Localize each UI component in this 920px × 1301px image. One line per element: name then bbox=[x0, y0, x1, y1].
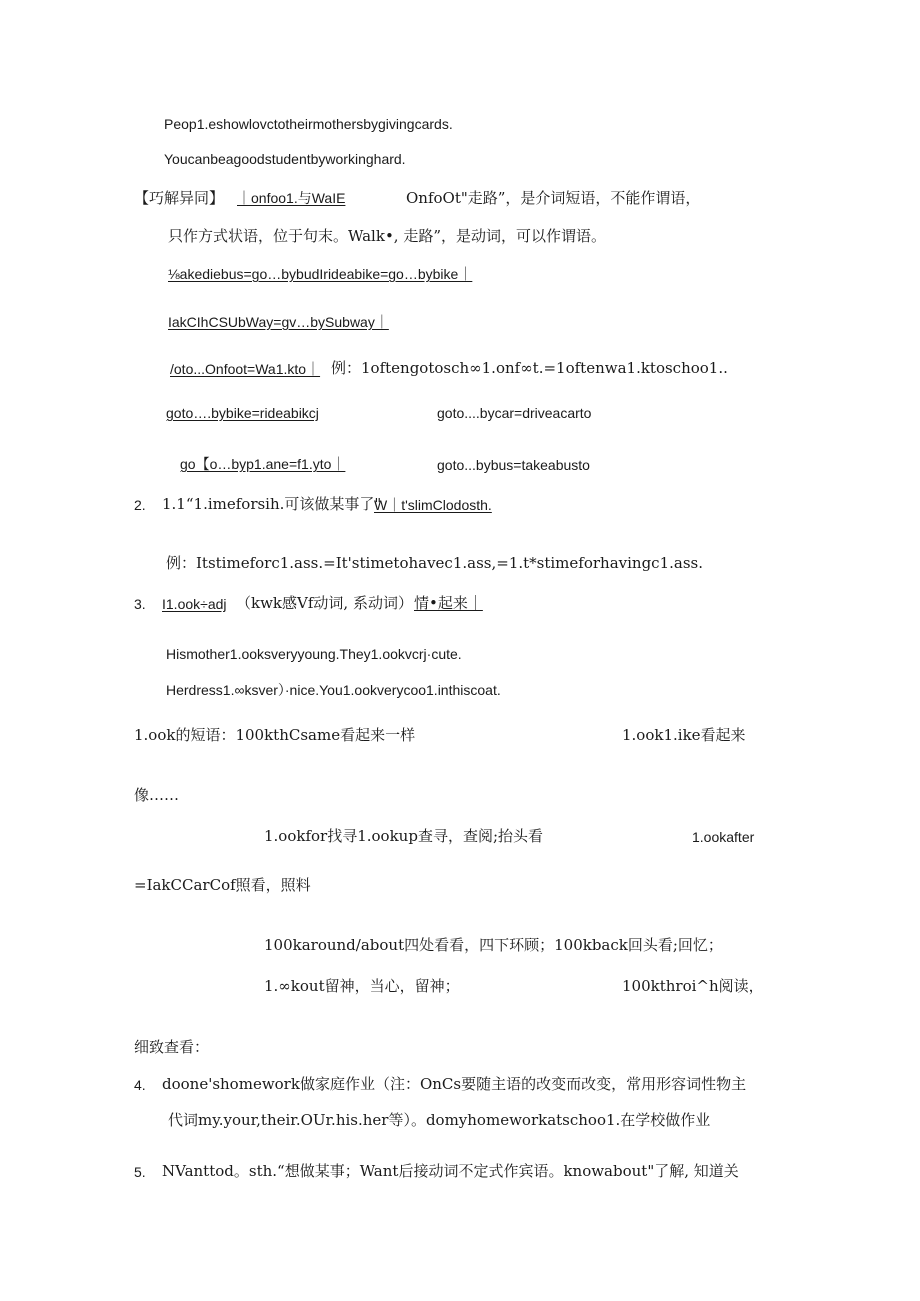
underlined-phrase: W｜t'slimClodosth. bbox=[374, 497, 492, 513]
phrase-equivalence: go【o…byp1.ane=f1.yto｜ bbox=[180, 456, 346, 472]
phrase-list: 像…… bbox=[134, 786, 180, 804]
phrase-list: 100kthroi^h阅读， bbox=[622, 977, 764, 995]
example-text: 例：1oftengotosch∞1.onf∞t.=1oftenwa1.ktoschoo1.. bbox=[331, 359, 728, 377]
example-sentence: Herdress1.∞ksver）·nice.You1.ookverycoo1.inthiscoat. bbox=[166, 682, 501, 698]
underlined-phrase: 情•起来｜ bbox=[414, 594, 483, 612]
section-heading: 【巧解异同】 bbox=[134, 189, 225, 207]
item-heading: （kwk感Vf动词, 系动词） bbox=[236, 594, 413, 612]
phrase-equivalence: IakCIhCSUbWay=gv…bySubway｜ bbox=[168, 314, 389, 330]
phrase-equivalence: /oto...Onfoot=Wa1.kto｜ bbox=[170, 361, 321, 377]
item-heading: 1.1“1.imeforsih.可该做某事了" bbox=[162, 495, 382, 513]
underlined-phrase: I1.ook÷adj bbox=[162, 596, 227, 612]
phrase-list: 1.∞kout留神，当心，留神； bbox=[264, 977, 460, 995]
example-sentence: Hismother1.ooksveryyoung.They1.ookvcrj·cute. bbox=[166, 646, 462, 662]
phrase-list: 细致查看： bbox=[134, 1038, 210, 1056]
phrase-equivalence: ⅛akediebus=go…bybudIrideabike=go…bybike｜ bbox=[168, 266, 473, 282]
explanation-text-cont: 只作方式状语，位于句末。Walk•, 走路”，是动词，可以作谓语。 bbox=[168, 227, 606, 245]
phrase-list: =IakCCarCof照看，照料 bbox=[134, 876, 311, 894]
underlined-phrase: ｜onfoo1.与WaIE bbox=[237, 190, 346, 206]
phrase-equivalence: goto...bybus=takeabusto bbox=[437, 457, 590, 473]
example-text: 例：Itstimeforc1.ass.=It'stimetohavec1.ass,=1.t*stimeforhavingc1.ass. bbox=[166, 554, 703, 572]
phrase-list: 1.ookfor找寻1.ookup查寻，查阅;抬头看 bbox=[264, 827, 543, 845]
example-sentence-1: Peop1.eshowlovctotheirmothersbygivingcards. bbox=[164, 116, 453, 132]
phrase-list: 1.ook1.ike看起来 bbox=[622, 726, 746, 744]
item-number: 3. bbox=[134, 596, 146, 612]
item-text: 代词my.your,their.OUr.his.her等）。domyhomeworkatschoo1.在学校做作业 bbox=[168, 1111, 711, 1129]
item-number: 5. bbox=[134, 1164, 146, 1180]
explanation-text: OnfoOt"走路”，是介词短语，不能作谓语， bbox=[406, 189, 701, 207]
phrase-list: 100karound/about四处看看，四下环顾；100kback回头看;回忆； bbox=[264, 936, 723, 954]
phrase-list: 1.ookafter bbox=[692, 829, 755, 845]
item-number: 4. bbox=[134, 1077, 146, 1093]
example-sentence-2: Youcanbeagoodstudentbyworkinghard. bbox=[164, 151, 406, 167]
item-heading: doone'shomework做家庭作业（注：OnCs要随主语的改变而改变，常用形容词性物主 bbox=[162, 1075, 747, 1093]
phrase-equivalence: goto....bycar=driveacarto bbox=[437, 405, 592, 421]
phrase-list: 1.ook的短语：100kthCsame看起来一样 bbox=[134, 726, 416, 744]
item-number: 2. bbox=[134, 497, 146, 513]
phrase-equivalence: goto….bybike=rideabikcj bbox=[166, 405, 319, 421]
item-heading: NVanttod。sth.“想做某事；Want后接动词不定式作宾语。knowabout"了解, 知道关 bbox=[162, 1162, 739, 1180]
